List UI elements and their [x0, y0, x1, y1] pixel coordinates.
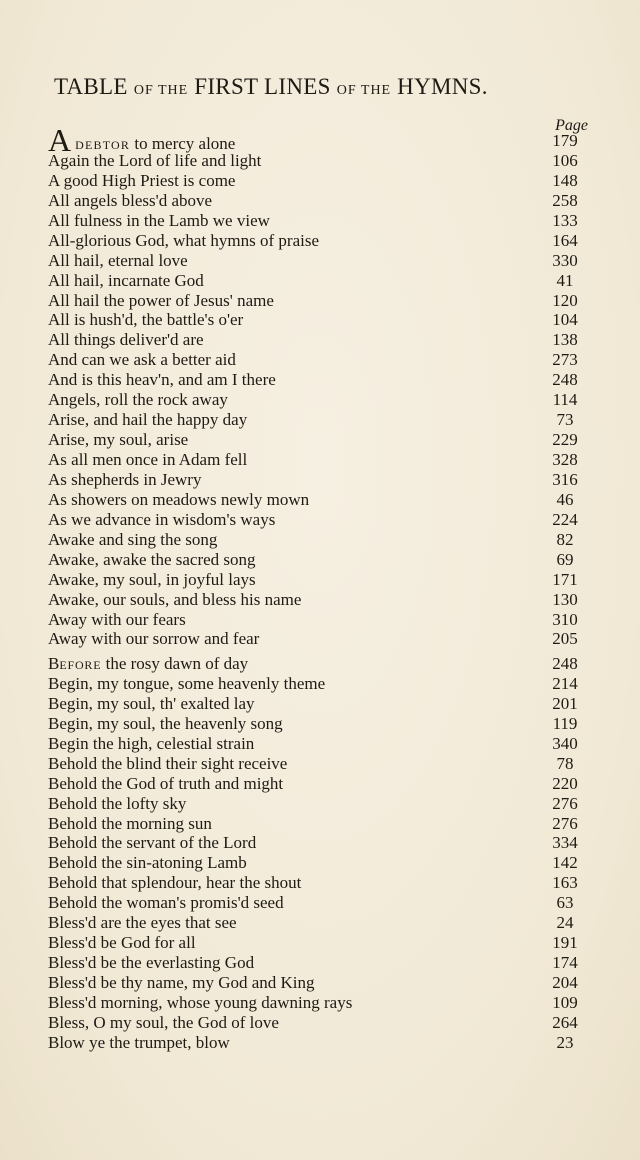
list-item — [48, 833, 588, 853]
page-number: 41 — [556, 270, 574, 290]
first-line-text: And is this heav'n, and am I there — [48, 370, 276, 390]
first-line-text: Behold the blind their sight receive — [48, 753, 288, 773]
page-number: 174 — [552, 953, 578, 973]
small-caps-word: EFORE — [59, 658, 102, 672]
list-item — [48, 370, 588, 390]
first-line-text: Bless, O my soul, the God of love — [48, 1012, 279, 1032]
first-line-text: As we advance in wisdom's ways — [48, 509, 276, 529]
list-item — [48, 814, 588, 834]
page-number: 220 — [552, 773, 578, 793]
page-number: 248 — [552, 370, 578, 390]
page-number: 224 — [552, 509, 578, 529]
page-number: 119 — [552, 713, 578, 733]
first-line-text: Behold the servant of the Lord — [48, 833, 257, 853]
first-line-text: Begin the high, celestial strain — [48, 733, 255, 753]
drop-capital: A — [48, 122, 72, 158]
page-number: 171 — [552, 569, 578, 589]
heading-of-the-1: OF THE — [133, 83, 189, 98]
first-line-text: Behold the lofty sky — [48, 793, 187, 813]
first-line-text: All things deliver'd are — [48, 330, 204, 350]
page-number: 82 — [556, 529, 574, 549]
first-line-text: All fulness in the Lamb we view — [48, 210, 270, 230]
list-item — [48, 714, 588, 734]
list-item — [48, 734, 588, 754]
first-line-text: Behold the God of truth and might — [48, 773, 284, 793]
list-item — [48, 913, 588, 933]
first-line-text: Bless'd are the eyes that see — [48, 913, 237, 933]
first-line-text — [48, 654, 248, 674]
list-item — [48, 251, 588, 271]
page-number: 258 — [552, 190, 578, 210]
list-item — [48, 1013, 588, 1033]
page-number: 133 — [552, 210, 578, 230]
page-number: 24 — [556, 913, 574, 933]
page-number: 78 — [556, 753, 574, 773]
heading-table: TABLE — [54, 74, 128, 99]
list-item — [48, 953, 588, 973]
first-line-rest: the rosy dawn of day — [101, 654, 249, 673]
page-number: 310 — [552, 609, 578, 629]
first-line-text: Behold the sin-atoning Lamb — [48, 853, 247, 873]
first-line-text: Away with our fears — [48, 609, 186, 629]
first-line-text: Behold that splendour, hear the shout — [48, 873, 302, 893]
heading-hymns: HYMNS. — [397, 74, 488, 99]
first-line-text: All hail, eternal love — [48, 250, 188, 270]
list-item — [48, 310, 588, 330]
hymn-list-b — [48, 654, 588, 1053]
page-number: 164 — [552, 230, 578, 250]
first-line-text: All is hush'd, the battle's o'er — [48, 310, 244, 330]
first-line-text: Bless'd morning, whose young dawning rays — [48, 992, 353, 1012]
first-line-text: Behold the woman's promis'd seed — [48, 893, 284, 913]
page-number: 229 — [552, 430, 578, 450]
page-number: 328 — [552, 450, 578, 469]
list-item — [48, 231, 588, 251]
list-item — [48, 330, 588, 350]
list-item — [48, 390, 588, 410]
page-number: 248 — [552, 654, 578, 673]
page-number: 330 — [552, 250, 578, 270]
page-number: 142 — [552, 853, 578, 873]
first-line-text: All hail, incarnate God — [48, 270, 204, 290]
list-item — [48, 629, 588, 649]
page-number: 120 — [552, 290, 578, 310]
page-number: 106 — [552, 150, 578, 170]
page-number: 23 — [556, 1032, 574, 1052]
page-number: 276 — [552, 813, 578, 833]
page-number: 69 — [556, 549, 574, 569]
list-item — [48, 873, 588, 893]
list-item — [48, 490, 588, 510]
list-item — [48, 654, 588, 674]
first-line-rest: to mercy alone — [130, 134, 236, 153]
list-item — [48, 470, 588, 490]
page-number: 205 — [552, 629, 578, 649]
page-number: 63 — [556, 893, 574, 913]
list-item — [48, 271, 588, 291]
list-item — [48, 291, 588, 311]
list-item — [48, 590, 588, 610]
page-number: 138 — [552, 330, 578, 350]
page-number: 109 — [552, 992, 578, 1012]
list-item — [48, 674, 588, 694]
list-item — [48, 853, 588, 873]
list-item — [48, 610, 588, 630]
first-line-text: All angels bless'd above — [48, 190, 213, 210]
first-line-text: Awake, our souls, and bless his name — [48, 589, 302, 609]
list-item — [48, 933, 588, 953]
page-number: 264 — [552, 1012, 578, 1032]
page-number: 191 — [552, 933, 578, 953]
first-line-text: Begin, my soul, the heavenly song — [48, 713, 283, 733]
list-item — [48, 570, 588, 590]
page-number: 114 — [552, 390, 578, 410]
first-line-text: Angels, roll the rock away — [48, 390, 228, 410]
page-number: 163 — [552, 873, 578, 893]
list-item — [48, 774, 588, 794]
list-item — [48, 151, 588, 171]
first-line-text: Begin, my soul, th' exalted lay — [48, 693, 255, 713]
list-item — [48, 530, 588, 550]
page-number: 104 — [552, 310, 578, 330]
first-line-text: Begin, my tongue, some heavenly theme — [48, 673, 326, 693]
first-line-text: Awake, my soul, in joyful lays — [48, 569, 256, 589]
first-line-text: Bless'd be the everlasting God — [48, 953, 255, 973]
first-line-text — [48, 122, 236, 158]
b-capital: B — [48, 654, 60, 673]
list-item — [48, 754, 588, 774]
list-item — [48, 550, 588, 570]
list-item — [48, 171, 588, 191]
first-line-text: Arise, my soul, arise — [48, 430, 189, 450]
list-item — [48, 191, 588, 211]
first-line-text: Again the Lord of life and light — [48, 150, 262, 170]
first-line-text: And can we ask a better aid — [48, 350, 236, 370]
first-line-text: Bless'd be thy name, my God and King — [48, 973, 315, 992]
page-number: 73 — [556, 410, 574, 430]
first-line-text: A good High Priest is come — [48, 170, 236, 190]
first-line-text: All hail the power of Jesus' name — [48, 290, 274, 310]
page-column-label: Page — [555, 117, 588, 134]
first-line-text: Awake, awake the sacred song — [48, 549, 256, 569]
page-number: 46 — [556, 489, 574, 509]
page-number: 334 — [552, 833, 578, 853]
list-item — [48, 694, 588, 714]
list-item — [48, 993, 588, 1013]
list-item — [48, 794, 588, 814]
small-caps-word: DEBTOR — [75, 138, 131, 152]
first-line-text: Blow ye the trumpet, blow — [48, 1032, 230, 1052]
first-line-text: Awake and sing the song — [48, 529, 218, 549]
page-number: 214 — [552, 673, 578, 693]
first-line-text: As shepherds in Jewry — [48, 469, 202, 489]
first-line-text: Behold the morning sun — [48, 813, 212, 833]
page-number: 340 — [552, 733, 578, 753]
first-line-text: As showers on meadows newly mown — [48, 489, 310, 509]
page-number: 130 — [552, 589, 578, 609]
first-line-text: Arise, and hail the happy day — [48, 410, 248, 430]
page-number: 316 — [552, 469, 578, 489]
list-item — [48, 450, 588, 470]
list-item — [48, 893, 588, 913]
first-line-text: Bless'd be God for all — [48, 933, 196, 953]
list-item — [48, 1033, 588, 1053]
first-line-text: All-glorious God, what hymns of praise — [48, 230, 320, 250]
list-item — [48, 350, 588, 370]
page-number: 179 — [552, 131, 578, 150]
list-item — [48, 510, 588, 530]
page-heading — [54, 74, 594, 100]
heading-first-lines: FIRST LINES — [194, 74, 331, 99]
list-item — [48, 410, 588, 430]
page-number: 273 — [552, 350, 578, 370]
heading-of-the-2: OF THE — [336, 83, 392, 98]
page-number: 148 — [552, 170, 578, 190]
first-line-text: Away with our sorrow and fear — [48, 629, 260, 649]
page-number: 201 — [552, 693, 578, 713]
first-line-text: As all men once in Adam fell — [48, 450, 248, 469]
page-number: 276 — [552, 793, 578, 813]
list-item — [48, 430, 588, 450]
page-number: 204 — [552, 973, 578, 992]
list-item — [48, 973, 588, 993]
list-item — [48, 211, 588, 231]
